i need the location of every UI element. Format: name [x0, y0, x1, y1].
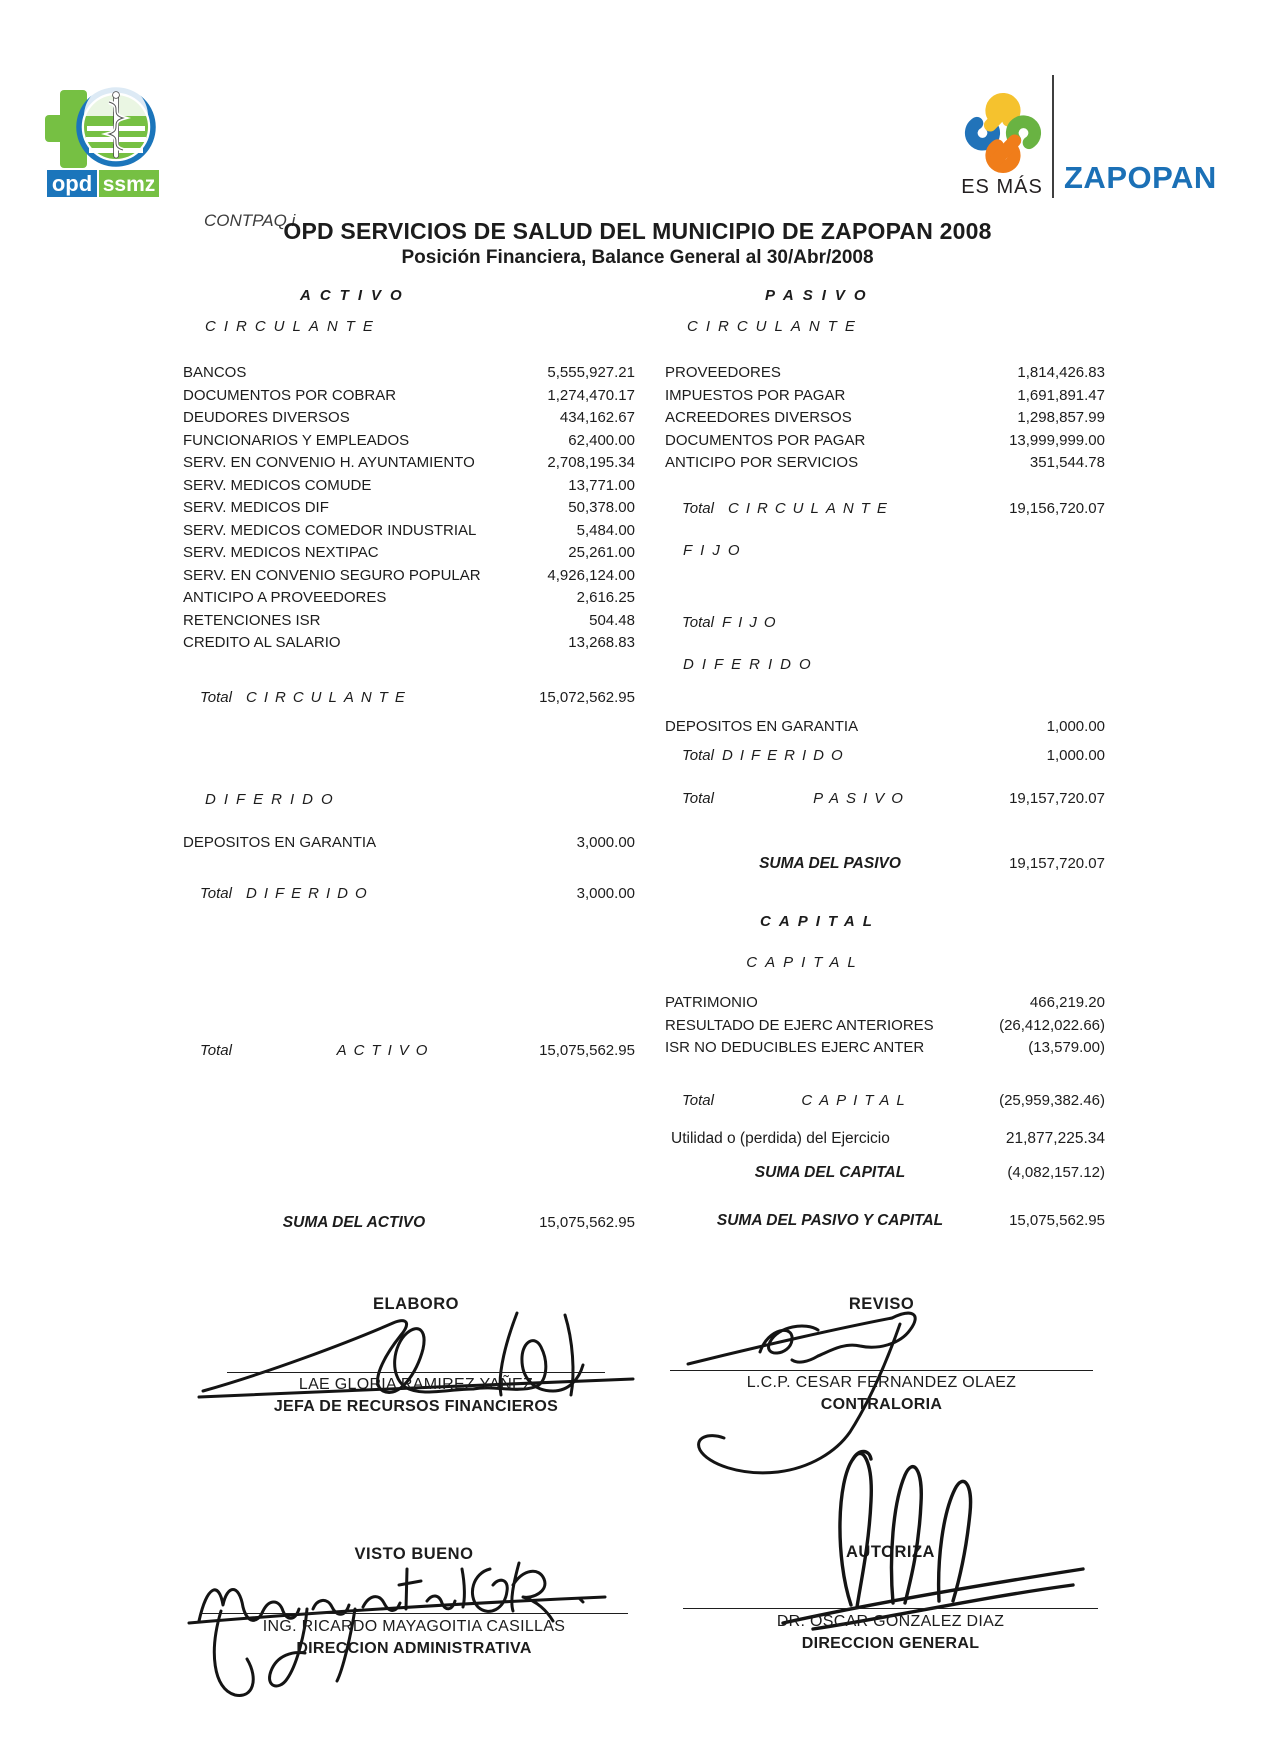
total-diferido-activo-row: [183, 883, 635, 905]
line-item: [665, 1015, 1105, 1038]
total-pasivo-row: [665, 788, 1105, 810]
total-value: 19,157,720.07: [1009, 790, 1105, 807]
total-fijo-row: [665, 612, 1105, 634]
line-item-label: DEPOSITOS EN GARANTIA: [665, 717, 859, 735]
total-value: (25,959,382.46): [999, 1091, 1105, 1109]
line-item: [183, 475, 635, 498]
total-name: ACTIVO: [336, 1042, 435, 1059]
utilidad-label: Utilidad o (perdida) del Ejercicio: [671, 1129, 890, 1147]
line-item-value: 13,268.83: [568, 634, 635, 651]
signature-block-reviso: [670, 1295, 1093, 1413]
total-diferido-pasivo-row: [665, 745, 1105, 767]
line-item-value: 2,616.25: [576, 589, 635, 606]
line-item-label: DEUDORES DIVERSOS: [183, 409, 350, 426]
activo-circulante-heading: CIRCULANTE: [205, 318, 381, 335]
total-prefix: Total: [200, 688, 232, 706]
line-item-label: ANTICIPO POR SERVICIOS: [665, 454, 859, 471]
total-value: 3,000.00: [576, 885, 635, 902]
line-item: [183, 362, 635, 385]
suma-value: 15,075,562.95: [1009, 1211, 1105, 1229]
total-prefix: Total: [200, 885, 232, 902]
signer-title: JEFA DE RECURSOS FINANCIEROS: [273, 1398, 559, 1415]
es-mas-tagline: ES MÁS: [961, 176, 1043, 198]
signer-name: LAE GLORIA RAMIREZ YAÑEZ: [298, 1376, 534, 1393]
capital-items: [665, 992, 1105, 1060]
signature-line: [670, 1370, 1093, 1371]
line-item-label: SERV. EN CONVENIO H. AYUNTAMIENTO: [183, 454, 475, 471]
line-item-label: SERV. MEDICOS COMUDE: [183, 476, 372, 494]
contpaq-watermark: CONTPAQ i: [204, 211, 296, 230]
total-value: 19,156,720.07: [1009, 499, 1105, 517]
capital-heading: CAPITAL: [760, 913, 880, 930]
total-prefix: Total: [682, 1091, 714, 1109]
line-item-value: 4,926,124.00: [547, 566, 635, 584]
activo-heading: ACTIVO: [300, 287, 411, 304]
total-prefix: Total: [200, 1042, 232, 1059]
total-name: FIJO: [721, 613, 783, 631]
line-item-label: RETENCIONES ISR: [183, 611, 321, 629]
signature-line: [200, 1613, 628, 1614]
line-item-label: CREDITO AL SALARIO: [183, 634, 341, 651]
line-item-value: 5,484.00: [576, 521, 635, 539]
line-item: [183, 497, 635, 520]
line-item-value: 2,708,195.34: [547, 454, 635, 471]
line-item-value: (26,412,022.66): [999, 1016, 1105, 1034]
suma-label: SUMA DEL ACTIVO: [282, 1214, 426, 1231]
es-mas-logo: [952, 90, 1052, 199]
signature-block-visto-bueno: [200, 1545, 628, 1657]
pasivo-diferido-heading: DIFERIDO: [683, 655, 819, 673]
line-item-value: 13,999,999.00: [1009, 431, 1105, 449]
line-item-label: DOCUMENTOS POR PAGAR: [665, 431, 866, 449]
line-item-value: 25,261.00: [568, 544, 635, 561]
total-value: 15,072,562.95: [539, 688, 635, 706]
total-circulante-activo-row: [183, 687, 635, 709]
line-item: [665, 452, 1105, 475]
page-subtitle: Posición Financiera, Balance General al 30/Abr/2008: [401, 247, 874, 268]
line-item: [665, 407, 1105, 430]
line-item: [183, 520, 635, 543]
line-item-label: SERV. MEDICOS NEXTIPAC: [183, 544, 379, 561]
line-item: [665, 430, 1105, 453]
opd-wordmark: opd: [51, 171, 93, 196]
activo-diferido-items: [183, 832, 635, 855]
suma-pasivo-capital-row: [665, 1210, 1105, 1232]
line-item-label: SERV. MEDICOS COMEDOR INDUSTRIAL: [183, 521, 477, 539]
line-item-label: PATRIMONIO: [665, 994, 758, 1011]
total-circulante-pasivo-row: [665, 498, 1105, 520]
activo-column: [183, 318, 635, 1234]
zapopan-wordmark: ZAPOPAN: [1064, 160, 1217, 195]
line-item-value: 351,544.78: [1029, 454, 1105, 471]
line-item-value: 62,400.00: [568, 431, 635, 449]
line-item: [665, 385, 1105, 408]
line-item-label: ANTICIPO A PROVEEDORES: [183, 589, 387, 606]
total-activo-row: [183, 1040, 635, 1062]
brand-divider: [1052, 75, 1054, 198]
line-item-label: BANCOS: [183, 364, 247, 381]
line-item: [665, 992, 1105, 1015]
signer-name: ING. RICARDO MAYAGOITIA CASILLAS: [262, 1618, 566, 1635]
suma-del-pasivo-row: [665, 853, 1105, 875]
total-prefix: Total: [682, 747, 714, 764]
line-item-value: 434,162.67: [559, 409, 635, 426]
total-name: DIFERIDO: [245, 885, 374, 902]
pasivo-heading: PASIVO: [765, 287, 875, 304]
line-item-label: SERV. MEDICOS DIF: [183, 499, 329, 516]
line-item: [665, 716, 1105, 739]
line-item-label: ACREEDORES DIVERSOS: [665, 409, 852, 426]
signature-action-label: VISTO BUENO: [354, 1545, 474, 1563]
line-item-label: ISR NO DEDUCIBLES EJERC ANTER: [665, 1039, 925, 1056]
line-item-label: DEPOSITOS EN GARANTIA: [183, 833, 377, 851]
opd-ssmz-logo: [45, 86, 175, 202]
total-capital-row: [665, 1090, 1105, 1112]
line-item: [183, 565, 635, 588]
pasivo-circulante-heading: CIRCULANTE: [687, 318, 863, 335]
suma-value: 15,075,562.95: [539, 1214, 635, 1231]
line-item: [183, 452, 635, 475]
signature-action-label: AUTORIZA: [846, 1543, 935, 1561]
suma-del-activo-row: [183, 1212, 635, 1234]
line-item: [183, 407, 635, 430]
line-item: [665, 362, 1105, 385]
signature-action-label: REVISO: [848, 1295, 915, 1313]
signature-block-elaboro: [227, 1295, 605, 1415]
utilidad-value: 21,877,225.34: [1005, 1129, 1105, 1147]
suma-label: SUMA DEL PASIVO Y CAPITAL: [716, 1211, 944, 1229]
signature-line: [683, 1608, 1098, 1609]
pasivo-fijo-heading: FIJO: [683, 541, 748, 559]
total-name: PASIVO: [813, 790, 910, 807]
line-item-value: 1,298,857.99: [1017, 409, 1105, 426]
signature-ink-elaboro: [197, 1301, 637, 1413]
line-item: [183, 610, 635, 633]
line-item: [183, 832, 635, 855]
signature-block-autoriza: [683, 1543, 1098, 1652]
signature-line: [227, 1372, 605, 1373]
total-prefix: Total: [682, 790, 714, 807]
signer-title: DIRECCION GENERAL: [801, 1635, 980, 1652]
signer-name: DR. OSCAR GONZALEZ DIAZ: [776, 1613, 1005, 1630]
signer-name: L.C.P. CESAR FERNANDEZ OLAEZ: [746, 1374, 1017, 1391]
signer-title: DIRECCION ADMINISTRATIVA: [296, 1640, 532, 1657]
line-item-value: 1,814,426.83: [1017, 364, 1105, 381]
line-item-value: 504.48: [589, 611, 635, 629]
total-name: CAPITAL: [801, 1091, 912, 1109]
line-item-value: 3,000.00: [576, 833, 635, 851]
utilidad-ejercicio-row: [665, 1128, 1105, 1150]
line-item-label: SERV. EN CONVENIO SEGURO POPULAR: [183, 566, 481, 584]
total-prefix: Total: [682, 613, 714, 631]
line-item-value: 1,691,891.47: [1017, 386, 1105, 404]
suma-label: SUMA DEL CAPITAL: [754, 1163, 906, 1181]
activo-diferido-heading: DIFERIDO: [205, 790, 341, 808]
total-name: CIRCULANTE: [245, 688, 412, 706]
pasivo-circulante-items: [665, 362, 1105, 475]
total-name: CIRCULANTE: [727, 499, 894, 517]
medical-cross-caduceus-icon: [45, 86, 175, 202]
line-item-value: 1,000.00: [1046, 717, 1105, 735]
suma-value: (4,082,157.12): [1007, 1163, 1105, 1181]
line-item-label: DOCUMENTOS POR COBRAR: [183, 386, 397, 404]
line-item: [183, 542, 635, 565]
suma-del-capital-row: [665, 1162, 1105, 1184]
pasivo-column: [665, 318, 1105, 1232]
line-item: [183, 385, 635, 408]
capital-subheading: CAPITAL: [746, 954, 864, 971]
line-item: [665, 1037, 1105, 1060]
total-value: 1,000.00: [1046, 747, 1105, 764]
line-item-value: 50,378.00: [568, 499, 635, 516]
line-item: [183, 632, 635, 655]
activo-circulante-items: [183, 362, 635, 655]
line-item-label: RESULTADO DE EJERC ANTERIORES: [665, 1016, 934, 1034]
total-name: DIFERIDO: [721, 747, 850, 764]
line-item-label: IMPUESTOS POR PAGAR: [665, 386, 846, 404]
signer-title: CONTRALORIA: [820, 1396, 943, 1413]
total-prefix: Total: [682, 499, 714, 517]
suma-label: SUMA DEL PASIVO: [759, 855, 901, 872]
line-item-value: (13,579.00): [1028, 1039, 1105, 1056]
line-item: [183, 430, 635, 453]
line-item-value: 466,219.20: [1029, 994, 1105, 1011]
line-item-value: 5,555,927.21: [547, 364, 635, 381]
line-item-value: 1,274,470.17: [547, 386, 635, 404]
line-item: [183, 587, 635, 610]
suma-value: 19,157,720.07: [1009, 855, 1105, 872]
signature-ink-reviso: [660, 1300, 1100, 1490]
signature-action-label: ELABORO: [373, 1295, 459, 1313]
line-item-value: 13,771.00: [568, 476, 635, 494]
total-value: 15,075,562.95: [539, 1042, 635, 1059]
line-item-label: PROVEEDORES: [665, 364, 781, 381]
pasivo-diferido-items: [665, 716, 1105, 739]
page-title: OPD SERVICIOS DE SALUD DEL MUNICIPIO DE ZAPOPAN 2008: [283, 218, 992, 244]
ssmz-wordmark: ssmz: [102, 173, 156, 196]
signature-ink-autoriza: [753, 1445, 1093, 1635]
line-item-label: FUNCIONARIOS Y EMPLEADOS: [183, 431, 410, 449]
es-mas-pinwheel-icon: [961, 90, 1043, 174]
